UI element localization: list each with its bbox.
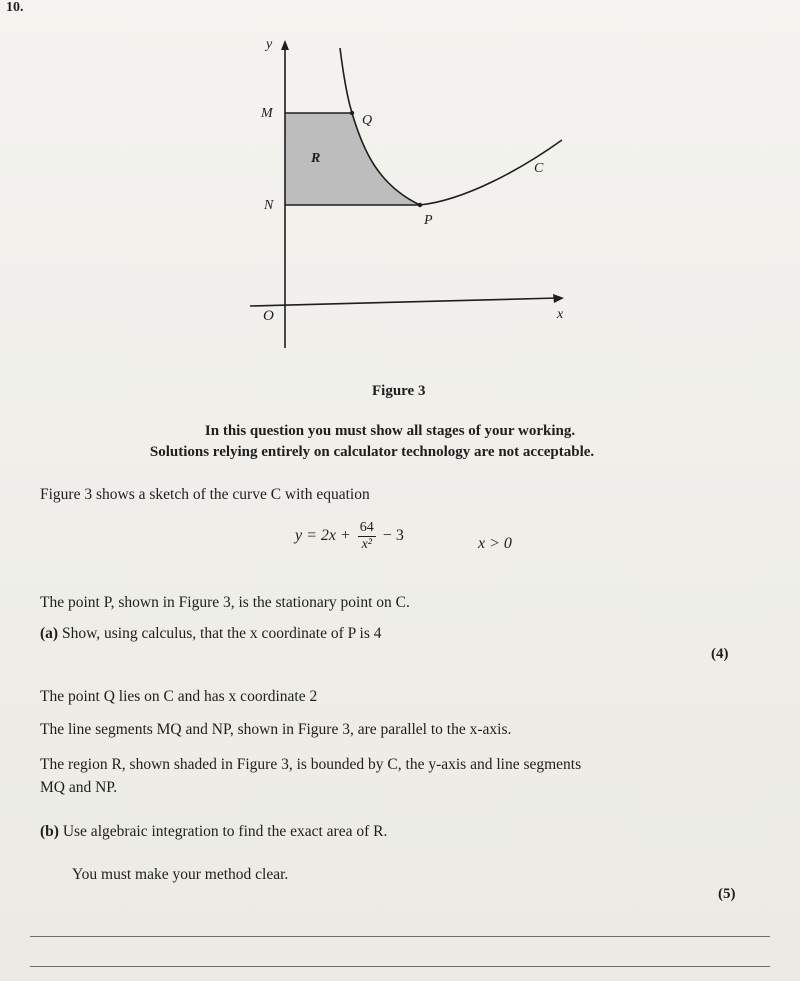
equation-lhs: y = 2x +: [295, 527, 351, 545]
curve-equation: [295, 520, 404, 553]
question-number: 10.: [6, 0, 24, 15]
figure-caption: Figure 3: [372, 383, 426, 399]
x-axis: [250, 298, 558, 306]
label-x: x: [557, 307, 564, 322]
region-r-shading: [285, 113, 420, 205]
intro-text: Figure 3 shows a sketch of the curve C with equation: [40, 486, 370, 503]
label-n: N: [264, 198, 274, 213]
answer-rule-1: [30, 936, 770, 937]
label-m: M: [261, 106, 273, 121]
label-q: Q: [362, 113, 373, 128]
part-a-label: (a): [40, 625, 59, 642]
part-a: [40, 625, 382, 643]
equation-condition: x > 0: [478, 535, 512, 552]
equation-numerator: 64: [359, 520, 374, 535]
region-statement-1: The region R, shown shaded in Figure 3, is bounded by C, the y-axis and line segments: [40, 756, 582, 773]
label-y: y: [266, 37, 273, 52]
label-c: C: [534, 161, 544, 176]
point-p: [418, 203, 422, 207]
part-b-marks: (5): [718, 886, 736, 902]
figure-3-sketch: [0, 0, 800, 380]
equation-denominator: x²: [361, 537, 372, 552]
part-b-method-note: You must make your method clear.: [72, 866, 289, 883]
part-a-marks: (4): [711, 646, 729, 662]
x-axis-arrow: [553, 294, 564, 303]
answer-rule-2: [30, 966, 770, 967]
part-b: [40, 823, 387, 841]
label-origin: O: [263, 308, 274, 324]
stationary-statement: The point P, shown in Figure 3, is the stationary point on C.: [40, 594, 410, 611]
region-statement-2: MQ and NP.: [40, 779, 118, 796]
label-p: P: [424, 213, 433, 228]
y-axis-arrow: [281, 40, 289, 50]
instruction-line-1: In this question you must show all stages of your working.: [204, 423, 576, 439]
part-b-label: (b): [40, 823, 59, 840]
instruction-line-2: Solutions relying entirely on calculator technology are not acceptable.: [149, 444, 595, 460]
label-r: R: [311, 151, 321, 166]
point-q: [350, 111, 354, 115]
q-statement: The point Q lies on C and has x coordinate 2: [40, 688, 318, 705]
equation-rhs: − 3: [382, 527, 404, 545]
part-b-text: Use algebraic integration to find the exact area of R.: [62, 823, 388, 840]
equation-fraction: [358, 520, 376, 553]
part-a-text: Show, using calculus, that the x coordinate of P is 4: [61, 625, 382, 642]
parallel-statement: The line segments MQ and NP, shown in Figure 3, are parallel to the x-axis.: [40, 721, 512, 738]
